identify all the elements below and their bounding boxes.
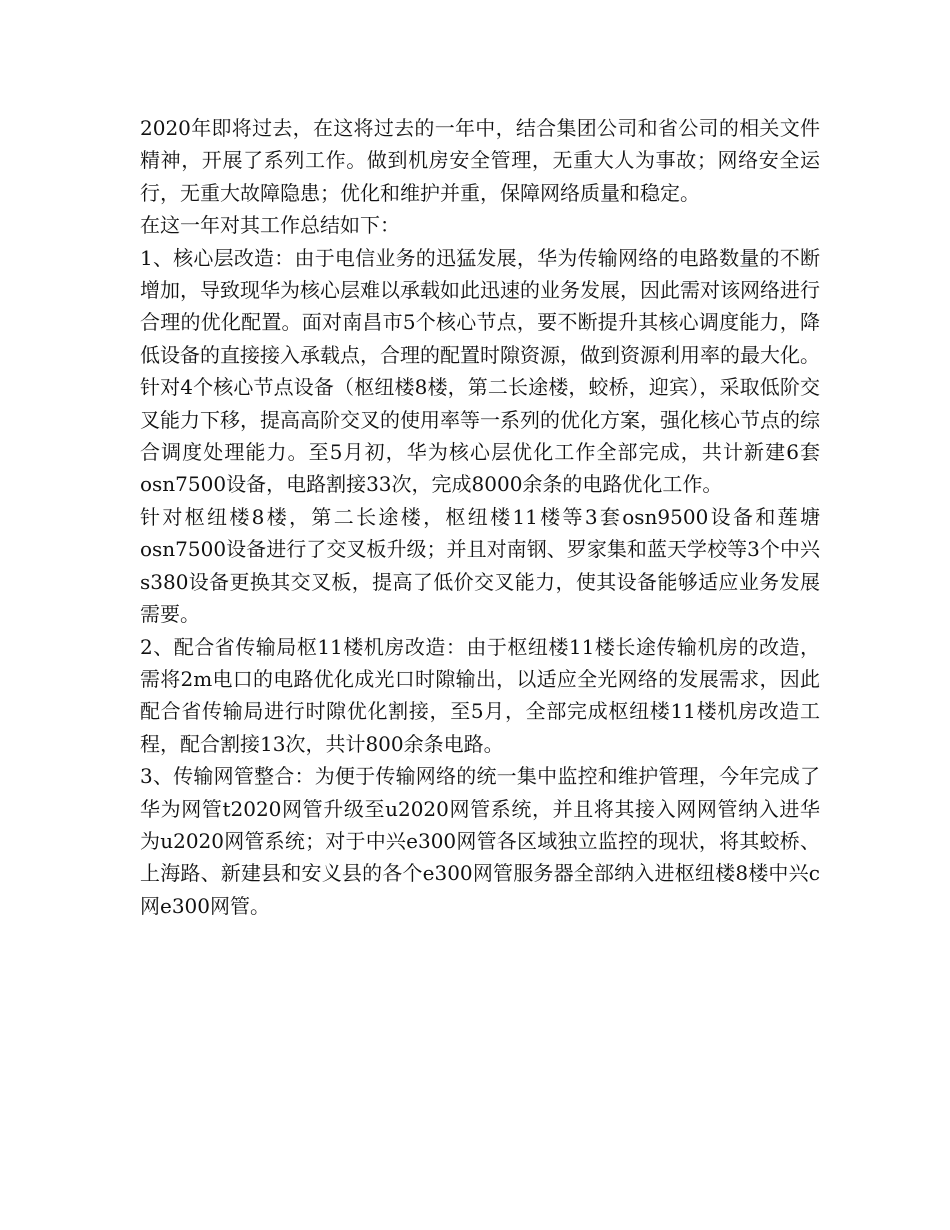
paragraph-network-management: 3、传输网管整合：为便于传输网络的统一集中监控和维护管理，今年完成了华为网管t2020网管升级至u2020网管系统，并且将其接入网网管纳入进华为u2020网管系统；对于中兴e300网管各区域独立监控的现状，将其蛟桥、上海路、新建县和安义县的各个e300网管服务器全部纳入进枢纽楼8楼中兴c网e300网管。 — [140, 764, 820, 918]
paragraph-summary-lead: 在这一年对其工作总结如下： — [140, 213, 400, 238]
paragraph-cross-board-upgrade: 针对枢纽楼8楼，第二长途楼，枢纽楼11楼等3套osn9500设备和莲塘osn7500设备进行了交叉板升级；并且对南钢、罗家集和蓝天学校等3个中兴s380设备更换其交叉板，提高了低价交叉能力，使其设备能够适应业务发展需要。 — [140, 504, 820, 627]
paragraph-core-layer: 1、核心层改造：由于电信业务的迅猛发展，华为传输网络的电路数量的不断增加，导致现华为核心层难以承载如此迅速的业务发展，因此需对该网络进行合理的优化配置。面对南昌市5个核心节点，要不断提升其核心调度能力，降低设备的直接接入承载点，合理的配置时隙资源，做到资源利用率的最大化。针对4个核心节点设备（枢纽楼8楼，第二长途楼，蛟桥，迎宾），采取低阶交叉能力下移，提高高阶交叉的使用率等一系列的优化方案，强化核心节点的综合调度处理能力。至5月初，华为核心层优化工作全部完成，共计新建6套osn7500设备，电路割接33次，完成8000余条的电路优化工作。 — [140, 245, 820, 497]
paragraph-room-renovation: 2、配合省传输局枢11楼机房改造：由于枢纽楼11楼长途传输机房的改造，需将2m电口的电路优化成光口时隙输出，以适应全光网络的发展需求，因此配合省传输局进行时隙优化割接，至5月，全部完成枢纽楼11楼机房改造工程，配合割接13次，共计800余条电路。 — [140, 634, 820, 756]
paragraph-intro: 2020年即将过去，在这将过去的一年中，结合集团公司和省公司的相关文件精神，开展了系列工作。做到机房安全管理，无重大人为事故；网络安全运行，无重大故障隐患；优化和维护并重，保障网络质量和稳定。 — [140, 116, 820, 205]
document-body — [140, 112, 820, 922]
